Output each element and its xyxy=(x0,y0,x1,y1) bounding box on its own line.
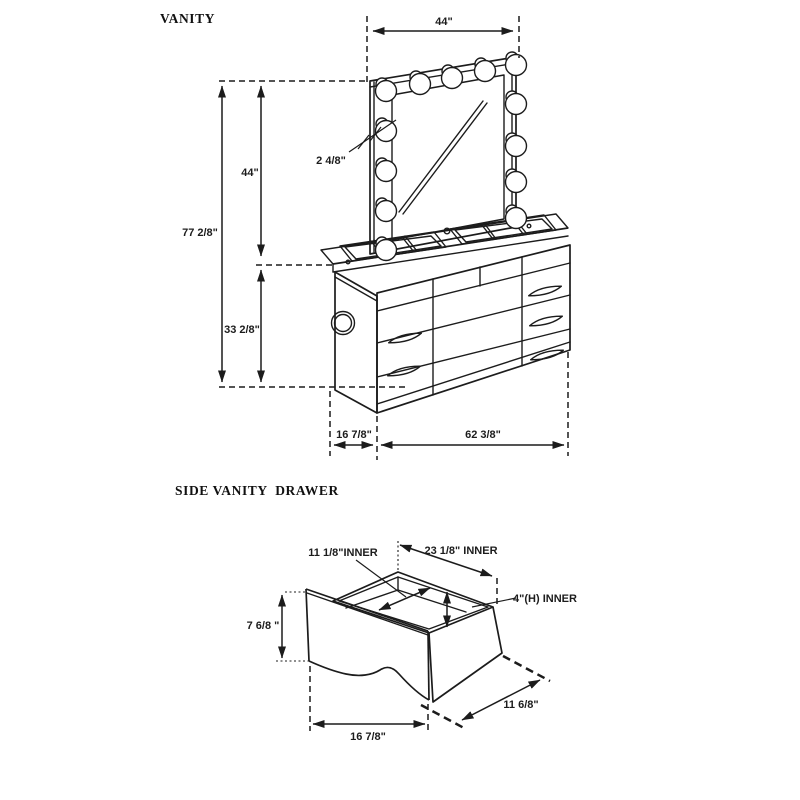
dim-inner-width-label: 23 1/8" INNER xyxy=(424,545,498,557)
light-bulb xyxy=(506,91,527,115)
drawer-box xyxy=(333,572,502,702)
dim-inner-depth-label: 11 1/8"INNER xyxy=(308,547,378,559)
dim-inner-depth xyxy=(379,588,430,610)
dim-dresser-height-label: 33 2/8" xyxy=(224,324,260,336)
dim-frame-thickness-label: 2 4/8" xyxy=(316,155,346,167)
extension-line xyxy=(503,656,550,681)
light-bulb xyxy=(506,133,527,157)
break-line xyxy=(309,661,429,700)
light-bulb xyxy=(506,52,527,76)
mirror-glass xyxy=(392,75,504,240)
dim-dresser-width-label: 62 3/8" xyxy=(465,429,501,441)
mirror-reflection-line xyxy=(399,101,483,212)
dim-mirror-height-label: 44" xyxy=(241,167,259,179)
drawer-title: SIDE VANITY DRAWER xyxy=(175,483,339,498)
drawer-diagram xyxy=(175,483,577,743)
light-bulb xyxy=(442,65,463,89)
dim-side-depth-label: 11 6/8" xyxy=(503,699,539,711)
light-bulb xyxy=(506,169,527,193)
dim-bottom-width-label: 16 7/8" xyxy=(350,731,386,743)
drawer-side xyxy=(429,607,502,702)
drawer-handle xyxy=(528,284,563,298)
dim-front-height-label: 7 6/8 " xyxy=(246,620,280,632)
light-bulb xyxy=(410,71,431,95)
dim-top-width-label: 44" xyxy=(435,16,453,28)
drawer-handle xyxy=(388,331,423,345)
drawer-dimensions xyxy=(247,541,577,743)
dresser-left-panel xyxy=(335,272,377,413)
dim-depth-label: 16 7/8" xyxy=(336,429,372,441)
light-bulb xyxy=(506,205,527,229)
light-bulb xyxy=(376,78,397,102)
dim-inner-height-label: 4"(H) INNER xyxy=(513,593,577,605)
tick-mark xyxy=(358,135,369,149)
drawer-division xyxy=(377,263,570,311)
vanity-diagram xyxy=(160,11,570,460)
drawer-handle xyxy=(530,348,565,362)
vanity-title: VANITY xyxy=(160,11,216,26)
dresser xyxy=(321,214,570,413)
drawer-front-panel xyxy=(306,589,429,700)
drawer-handles xyxy=(387,284,565,378)
drawer-handle xyxy=(529,314,564,328)
light-bulb xyxy=(376,198,397,222)
screw-dot xyxy=(527,224,531,228)
light-bulb xyxy=(376,158,397,182)
dim-total-height-label: 77 2/8" xyxy=(182,227,218,239)
dresser-top-surface xyxy=(321,214,568,264)
vanity-dimensions xyxy=(182,16,568,460)
